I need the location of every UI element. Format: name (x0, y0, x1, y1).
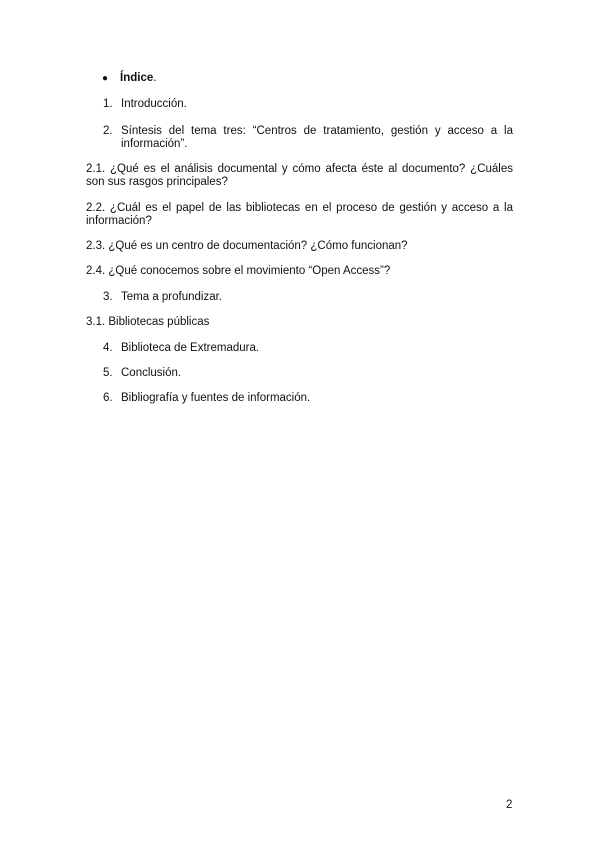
bullet-icon: ● (102, 73, 109, 84)
subitem-2-4: 2.4. ¿Qué conocemos sobre el movimiento “Open Access”? (86, 265, 391, 277)
item-2-number: 2. (103, 125, 113, 137)
index-heading (120, 72, 156, 85)
page-number: 2 (506, 799, 513, 811)
item-4-number: 4. (103, 342, 113, 354)
subitem-2-3: 2.3. ¿Qué es un centro de documentación? ¿Cómo funcionan? (86, 240, 408, 252)
item-2-text: Síntesis del tema tres: “Centros de tratamiento, gestión y acceso a la información”. (121, 125, 513, 150)
item-1-text: Introducción. (121, 98, 187, 110)
item-6-text: Bibliografía y fuentes de información. (121, 392, 311, 404)
item-5-number: 5. (103, 367, 113, 379)
item-1-number: 1. (103, 98, 113, 110)
item-5-text: Conclusión. (121, 367, 182, 379)
index-heading-label: Índice (120, 72, 154, 84)
item-6-number: 6. (103, 392, 113, 404)
subitem-3-1: 3.1. Bibliotecas públicas (86, 316, 210, 328)
item-3-text: Tema a profundizar. (121, 291, 223, 303)
item-3-number: 3. (103, 291, 113, 303)
subitem-2-2: 2.2. ¿Cuál es el papel de las bibliotecas en el proceso de gestión y acceso a la información? (86, 202, 513, 227)
subitem-2-1: 2.1. ¿Qué es el análisis documental y cómo afecta éste al documento? ¿Cuáles son sus rasgos principales? (86, 163, 513, 188)
index-heading-suffix: . (153, 72, 157, 84)
item-4-text: Biblioteca de Extremadura. (121, 342, 260, 354)
